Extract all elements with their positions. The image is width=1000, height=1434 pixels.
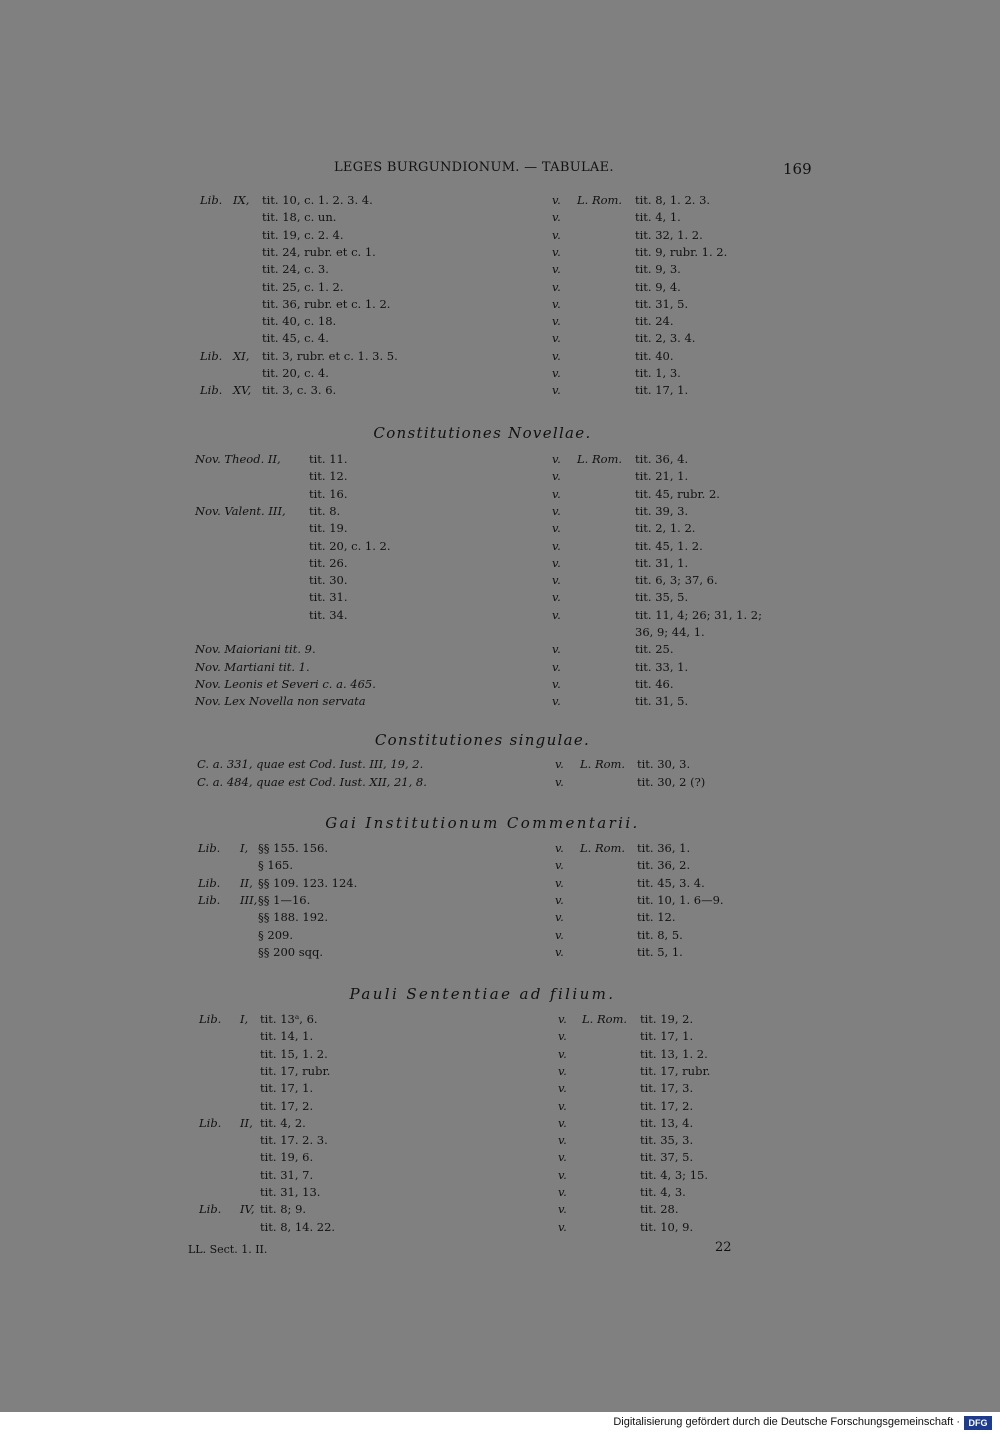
cell-v: v. <box>552 573 561 588</box>
table-row <box>0 1115 1000 1132</box>
cell-a2: IX, <box>233 193 250 207</box>
cell-v: v. <box>552 659 561 674</box>
table-row <box>0 1011 1000 1028</box>
table-row <box>0 382 1000 399</box>
cell-v: v. <box>552 642 561 657</box>
table-row <box>0 624 1000 641</box>
cell-a3: §§ 188. 192. <box>258 910 329 925</box>
cell-b: tit. 9, 3. <box>635 262 681 277</box>
cell-b: tit. 37, 5. <box>640 1150 694 1165</box>
cell-v: v. <box>555 892 564 907</box>
table-row <box>0 857 1000 874</box>
table-row <box>0 1132 1000 1149</box>
cell-b: tit. 2, 3. 4. <box>635 331 696 346</box>
cell-v: v. <box>552 694 561 709</box>
cell-v: v. <box>558 1098 567 1113</box>
cell-a1: Nov. Martiani tit. 1. <box>195 659 310 674</box>
cell-a3: tit. 4, 2. <box>260 1115 306 1130</box>
cell-a3: tit. 34. <box>309 607 348 622</box>
sheet-number: 22 <box>715 1240 732 1255</box>
cell-a3: tit. 24, c. 3. <box>262 262 329 277</box>
cell-v: v. <box>555 944 564 959</box>
cell-a2: XI, <box>233 348 250 363</box>
cell-a1: Nov. Leonis et Severi c. a. 465. <box>195 676 376 691</box>
cell-b: tit. 25. <box>635 642 674 657</box>
cell-b: tit. 4, 1. <box>635 210 681 225</box>
cell-a1: Lib. <box>199 1012 222 1026</box>
cell-v: v. <box>552 296 561 311</box>
cell-v: v. <box>558 1219 567 1234</box>
cell-a1: Lib. <box>200 383 223 398</box>
table-row <box>0 1063 1000 1080</box>
cell-b: tit. 2, 1. 2. <box>635 521 696 536</box>
cell-b: 36, 9; 44, 1. <box>635 625 705 639</box>
table-row <box>0 756 1000 773</box>
cell-a1: Lib. <box>200 348 223 363</box>
cell-b: tit. 4, 3. <box>640 1185 686 1199</box>
cell-a3: tit. 31. <box>309 590 348 605</box>
table-row <box>0 676 1000 693</box>
table-row <box>0 538 1000 555</box>
table-row <box>0 244 1000 261</box>
cell-v: v. <box>555 841 564 855</box>
table-row <box>0 909 1000 926</box>
cell-v: v. <box>558 1185 567 1199</box>
cell-v: v. <box>558 1115 567 1130</box>
cell-a3: tit. 8. <box>309 503 341 518</box>
table-row <box>0 555 1000 572</box>
cell-v: v. <box>552 210 561 225</box>
cell-a3: §§ 200 sqq. <box>258 944 324 959</box>
cell-a3: tit. 45, c. 4. <box>262 331 329 346</box>
cell-b: tit. 13, 4. <box>640 1115 694 1130</box>
cell-a3: tit. 25, c. 1. 2. <box>262 279 344 294</box>
cell-b: tit. 30, 2 (?) <box>637 774 706 789</box>
table-row <box>0 313 1000 330</box>
cell-a3: tit. 17, 2. <box>260 1098 314 1113</box>
table-row <box>0 693 1000 710</box>
cell-b: tit. 31, 5. <box>635 694 689 709</box>
cell-a1: C. a. 484, quae est Cod. Iust. XII, 21, 8. <box>197 774 427 789</box>
cell-lr: L. Rom. <box>580 841 626 855</box>
cell-a3: tit. 24, rubr. et c. 1. <box>262 244 376 259</box>
table-row <box>0 192 1000 209</box>
table-row <box>0 279 1000 296</box>
table-row <box>0 892 1000 909</box>
cell-v: v. <box>558 1012 567 1026</box>
cell-v: v. <box>555 774 564 789</box>
cell-a1: Lib. <box>198 875 221 890</box>
running-title: LEGES BURGUNDIONUM. — TABULAE. <box>334 160 614 175</box>
cell-b: tit. 17, rubr. <box>640 1063 711 1078</box>
cell-b: tit. 31, 1. <box>635 555 689 570</box>
cell-v: v. <box>555 757 564 771</box>
cell-b: tit. 9, 4. <box>635 279 681 294</box>
cell-a3: tit. 15, 1. 2. <box>260 1046 328 1061</box>
cell-lr: L. Rom. <box>580 757 626 771</box>
cell-b: tit. 17, 3. <box>640 1081 694 1096</box>
cell-v: v. <box>552 503 561 518</box>
cell-v: v. <box>558 1150 567 1165</box>
cell-b: tit. 13, 1. 2. <box>640 1046 708 1061</box>
cell-b: tit. 35, 5. <box>635 590 689 605</box>
cell-b: tit. 5, 1. <box>637 944 683 959</box>
cell-b: tit. 12. <box>637 910 676 925</box>
cell-a1: Nov. Theod. II, <box>195 452 281 466</box>
table-row <box>0 451 1000 468</box>
cell-b: tit. 8, 1. 2. 3. <box>635 193 711 207</box>
cell-a2: III, <box>240 892 258 907</box>
cell-b: tit. 19, 2. <box>640 1012 694 1026</box>
table-row <box>0 1167 1000 1184</box>
cell-b: tit. 9, rubr. 1. 2. <box>635 244 728 259</box>
cell-v: v. <box>552 262 561 277</box>
cell-b: tit. 8, 5. <box>637 927 683 942</box>
section-title-gai: Gai Institutionum Commentarii. <box>325 814 640 832</box>
table-row <box>0 330 1000 347</box>
cell-b: tit. 6, 3; 37, 6. <box>635 573 718 588</box>
table-row <box>0 227 1000 244</box>
cell-v: v. <box>552 555 561 570</box>
cell-a3: tit. 19. <box>309 521 348 536</box>
table-row <box>0 365 1000 382</box>
table-row <box>0 486 1000 503</box>
cell-v: v. <box>558 1133 567 1148</box>
cell-a2: XV, <box>233 383 252 398</box>
cell-a2: IV, <box>240 1202 255 1217</box>
cell-v: v. <box>552 383 561 398</box>
cell-b: tit. 17, 2. <box>640 1098 694 1113</box>
cell-b: tit. 17, 1. <box>640 1029 694 1044</box>
table-row <box>0 607 1000 624</box>
cell-a3: tit. 31, 7. <box>260 1167 314 1182</box>
cell-a3: §§ 1—16. <box>258 892 311 907</box>
cell-a3: tit. 31, 13. <box>260 1185 321 1199</box>
cell-a1: Nov. Maioriani tit. 9. <box>195 642 316 657</box>
running-header <box>0 160 1000 180</box>
cell-a3: tit. 17, 1. <box>260 1081 314 1096</box>
cell-v: v. <box>552 521 561 536</box>
cell-a3: tit. 14, 1. <box>260 1029 314 1044</box>
cell-a3: tit. 17, rubr. <box>260 1063 331 1078</box>
cell-a3: §§ 155. 156. <box>258 841 329 855</box>
table-row <box>0 589 1000 606</box>
cell-a3: tit. 8; 9. <box>260 1202 307 1217</box>
section-title-pauli: Pauli Sententiae ad filium. <box>349 985 616 1003</box>
cell-b: tit. 45, 1. 2. <box>635 538 703 553</box>
cell-v: v. <box>552 331 561 346</box>
cell-a2: II, <box>240 1115 253 1130</box>
cell-b: tit. 36, 2. <box>637 858 691 873</box>
cell-v: v. <box>552 244 561 259</box>
table-row <box>0 296 1000 313</box>
cell-a3: tit. 13ᵃ, 6. <box>260 1012 318 1026</box>
dfg-logo: DFG <box>964 1416 992 1430</box>
cell-a3: tit. 40, c. 18. <box>262 314 337 329</box>
cell-b: tit. 32, 1. 2. <box>635 227 703 242</box>
table-row <box>0 468 1000 485</box>
cell-b: tit. 39, 3. <box>635 503 689 518</box>
cell-v: v. <box>552 486 561 501</box>
table-row <box>0 1098 1000 1115</box>
cell-a3: tit. 20, c. 4. <box>262 366 329 380</box>
cell-v: v. <box>552 607 561 622</box>
funding-banner <box>0 1412 1000 1434</box>
cell-v: v. <box>558 1029 567 1044</box>
cell-v: v. <box>552 314 561 329</box>
funding-text: Digitalisierung gefördert durch die Deutsche Forschungsgemeinschaft · <box>613 1416 960 1428</box>
table-row <box>0 1046 1000 1063</box>
cell-v: v. <box>558 1046 567 1061</box>
cell-a1: Nov. Lex Novella non servata <box>195 694 366 709</box>
cell-b: tit. 24. <box>635 314 674 329</box>
cell-a1: Lib. <box>198 892 221 907</box>
cell-a1: C. a. 331, quae est Cod. Iust. III, 19, 2. <box>197 757 424 771</box>
cell-b: tit. 28. <box>640 1202 679 1217</box>
table-row <box>0 774 1000 791</box>
cell-a3: tit. 19, 6. <box>260 1150 314 1165</box>
cell-a1: Lib. <box>198 841 221 855</box>
cell-a3: tit. 19, c. 2. 4. <box>262 227 344 242</box>
cell-b: tit. 11, 4; 26; 31, 1. 2; <box>635 607 762 622</box>
cell-a3: tit. 8, 14. 22. <box>260 1219 336 1234</box>
cell-b: tit. 21, 1. <box>635 469 689 484</box>
table-row <box>0 641 1000 658</box>
cell-b: tit. 10, 9. <box>640 1219 694 1234</box>
table-row <box>0 1149 1000 1166</box>
cell-v: v. <box>552 279 561 294</box>
cell-v: v. <box>558 1081 567 1096</box>
table-row <box>0 840 1000 857</box>
cell-a1: Lib. <box>200 193 223 207</box>
cell-v: v. <box>558 1202 567 1217</box>
cell-a3: § 165. <box>258 858 294 873</box>
table-row <box>0 572 1000 589</box>
cell-b: tit. 33, 1. <box>635 659 689 674</box>
table-row <box>0 348 1000 365</box>
cell-b: tit. 35, 3. <box>640 1133 694 1148</box>
cell-b: tit. 45, 3. 4. <box>637 875 705 890</box>
cell-a3: tit. 11. <box>309 452 348 466</box>
cell-a1: Lib. <box>199 1115 222 1130</box>
cell-v: v. <box>552 227 561 242</box>
cell-a3: §§ 109. 123. 124. <box>258 875 358 890</box>
cell-lr: L. Rom. <box>582 1012 628 1026</box>
cell-b: tit. 40. <box>635 348 674 363</box>
cell-a3: tit. 16. <box>309 486 348 501</box>
table-row <box>0 927 1000 944</box>
cell-a3: § 209. <box>258 927 294 942</box>
table-row <box>0 1219 1000 1236</box>
table-row <box>0 875 1000 892</box>
table-row <box>0 520 1000 537</box>
cell-b: tit. 4, 3; 15. <box>640 1167 708 1182</box>
cell-a1: Nov. Valent. III, <box>195 503 286 518</box>
cell-b: tit. 36, 4. <box>635 452 689 466</box>
cell-v: v. <box>552 193 561 207</box>
cell-v: v. <box>552 452 561 466</box>
table-row <box>0 1201 1000 1218</box>
cell-a1: Lib. <box>199 1202 222 1217</box>
cell-v: v. <box>558 1167 567 1182</box>
cell-b: tit. 46. <box>635 676 674 691</box>
cell-a3: tit. 18, c. un. <box>262 210 337 225</box>
table-row <box>0 209 1000 226</box>
section-title-novellae: Constitutiones Novellae. <box>373 424 592 442</box>
cell-a3: tit. 26. <box>309 555 348 570</box>
cell-a2: I, <box>240 841 249 855</box>
section-title-singulae: Constitutiones singulae. <box>374 731 591 749</box>
cell-a3: tit. 3, c. 3. 6. <box>262 383 337 398</box>
table-row <box>0 503 1000 520</box>
cell-a3: tit. 3, rubr. et c. 1. 3. 5. <box>262 348 398 363</box>
cell-a2: II, <box>240 875 253 890</box>
cell-b: tit. 1, 3. <box>635 366 681 380</box>
sheet-signature: LL. Sect. 1. II. <box>188 1243 268 1256</box>
cell-b: tit. 10, 1. 6—9. <box>637 892 724 907</box>
cell-a3: tit. 17. 2. 3. <box>260 1133 328 1148</box>
cell-b: tit. 45, rubr. 2. <box>635 486 720 501</box>
cell-a3: tit. 12. <box>309 469 348 484</box>
table-row <box>0 1080 1000 1097</box>
cell-v: v. <box>552 676 561 691</box>
cell-b: tit. 36, 1. <box>637 841 691 855</box>
cell-a3: tit. 20, c. 1. 2. <box>309 538 391 553</box>
cell-a3: tit. 10, c. 1. 2. 3. 4. <box>262 193 373 207</box>
cell-b: tit. 31, 5. <box>635 296 689 311</box>
cell-v: v. <box>555 875 564 890</box>
table-row <box>0 944 1000 961</box>
table-row <box>0 1028 1000 1045</box>
table-row <box>0 261 1000 278</box>
cell-v: v. <box>552 538 561 553</box>
cell-v: v. <box>552 348 561 363</box>
cell-b: tit. 30, 3. <box>637 757 691 771</box>
cell-lr: L. Rom. <box>577 193 623 207</box>
cell-v: v. <box>552 469 561 484</box>
cell-b: tit. 17, 1. <box>635 383 689 398</box>
cell-v: v. <box>552 366 561 380</box>
table-row <box>0 1184 1000 1201</box>
page-number: 169 <box>783 160 812 178</box>
cell-v: v. <box>558 1063 567 1078</box>
cell-v: v. <box>555 858 564 873</box>
cell-v: v. <box>555 927 564 942</box>
cell-a2: I, <box>240 1012 249 1026</box>
cell-a3: tit. 36, rubr. et c. 1. 2. <box>262 296 391 311</box>
table-row <box>0 659 1000 676</box>
cell-lr: L. Rom. <box>577 452 623 466</box>
cell-v: v. <box>555 910 564 925</box>
cell-a3: tit. 30. <box>309 573 348 588</box>
cell-v: v. <box>552 590 561 605</box>
